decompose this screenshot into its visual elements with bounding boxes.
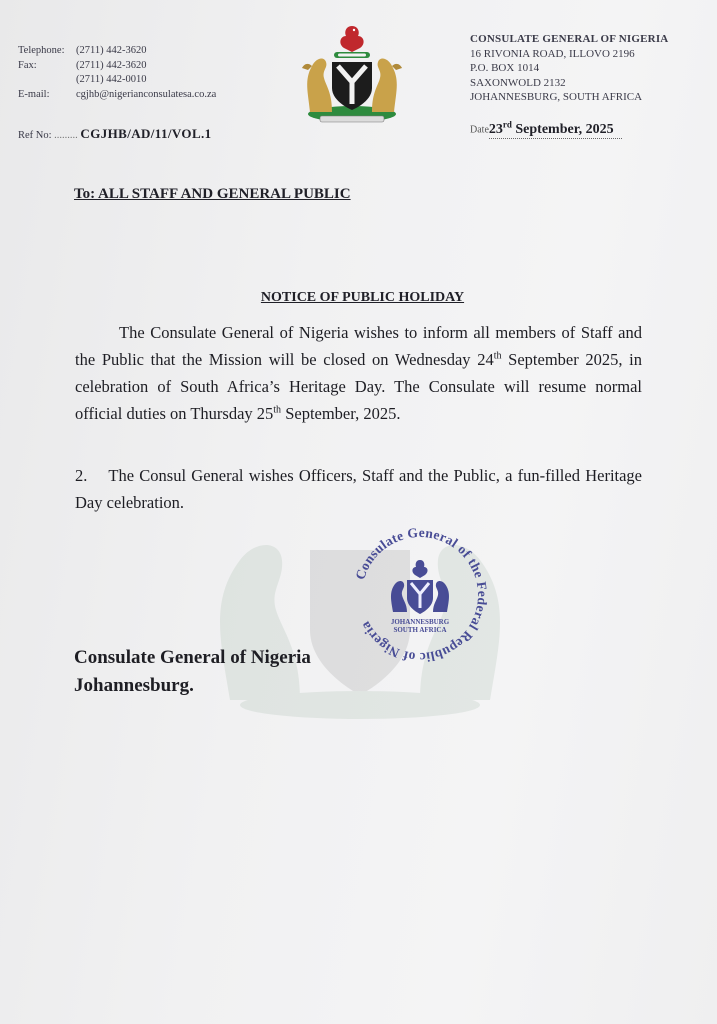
ref-label: Ref No:: [18, 130, 52, 141]
date-value: [488, 119, 622, 139]
address-line: P.O. BOX 1014: [470, 62, 540, 75]
address-line: SAXONWOLD 2132: [470, 76, 566, 89]
address-line: 16 RIVONIA ROAD, ILLOVO 2196: [470, 47, 635, 60]
contact-row-telephone: [18, 44, 216, 59]
p1-sup-2: th: [273, 404, 282, 416]
date-suffix: rd: [502, 119, 512, 129]
date-rest: September, 2025: [511, 121, 614, 137]
stamp-ring-text: Consulate General of the Federal Republic of Nigeria: [352, 524, 491, 666]
address-line: JOHANNESBURG, SOUTH AFRICA: [470, 91, 643, 104]
p1-text-a: The Consulate General of Nigeria wishes to inform all members of Staff and the Public that the Mission will be closed on Wednesday 24: [75, 323, 642, 369]
signature-block: [74, 644, 311, 700]
contact-value: (2711) 442-3620: [76, 45, 147, 56]
stamp-city: JOHANNESBURG: [390, 618, 450, 626]
date-label: Date: [470, 124, 489, 136]
contact-row-email: [18, 88, 216, 103]
date-day: 23: [488, 121, 503, 137]
contact-row-fax: [18, 59, 216, 74]
reference-number: [18, 126, 212, 142]
nigeria-coat-of-arms-icon: [290, 22, 414, 126]
notice-title-text: NOTICE OF PUBLIC HOLIDAY: [260, 290, 465, 305]
ref-dots: .........: [54, 130, 78, 141]
p1-text-b: September 2025, in celebration of South Africa’s Heritage Day. The Consulate will resume normal official duties on Thursday 25: [75, 350, 642, 423]
p2-number: 2.: [75, 466, 88, 485]
official-stamp-icon: [345, 520, 495, 670]
signature-line-2: Johannesburg.: [74, 675, 194, 696]
p1-sup-1: th: [493, 350, 502, 362]
stamp-country: SOUTH AFRICA: [393, 626, 447, 634]
p1-text-c: September, 2025.: [281, 404, 401, 423]
contact-value: cgjhb@nigerianconsulatesa.co.za: [76, 88, 217, 100]
contact-label: [18, 73, 76, 88]
signature-line-1: Consulate General of Nigeria: [74, 647, 311, 668]
contact-row-fax-2: [18, 73, 216, 88]
notice-title: [0, 290, 717, 306]
contact-value: (2711) 442-0010: [76, 74, 147, 85]
consulate-address: [470, 32, 668, 105]
contact-label: E-mail:: [18, 88, 50, 100]
body-paragraph-1: [75, 319, 642, 427]
contact-block: [18, 44, 216, 102]
p2-text: The Consul General wishes Officers, Staff and the Public, a fun-filled Heritage Day celebration.: [75, 466, 643, 512]
ref-value: CGJHB/AD/11/VOL.1: [80, 126, 212, 141]
contact-label: Fax:: [18, 59, 37, 71]
consulate-name: CONSULATE GENERAL OF NIGERIA: [470, 33, 669, 45]
contact-label: Telephone:: [18, 45, 65, 56]
recipient-line: To: ALL STAFF AND GENERAL PUBLIC: [74, 186, 351, 202]
letter-date: [470, 119, 622, 138]
contact-value: (2711) 442-3620: [76, 59, 147, 71]
